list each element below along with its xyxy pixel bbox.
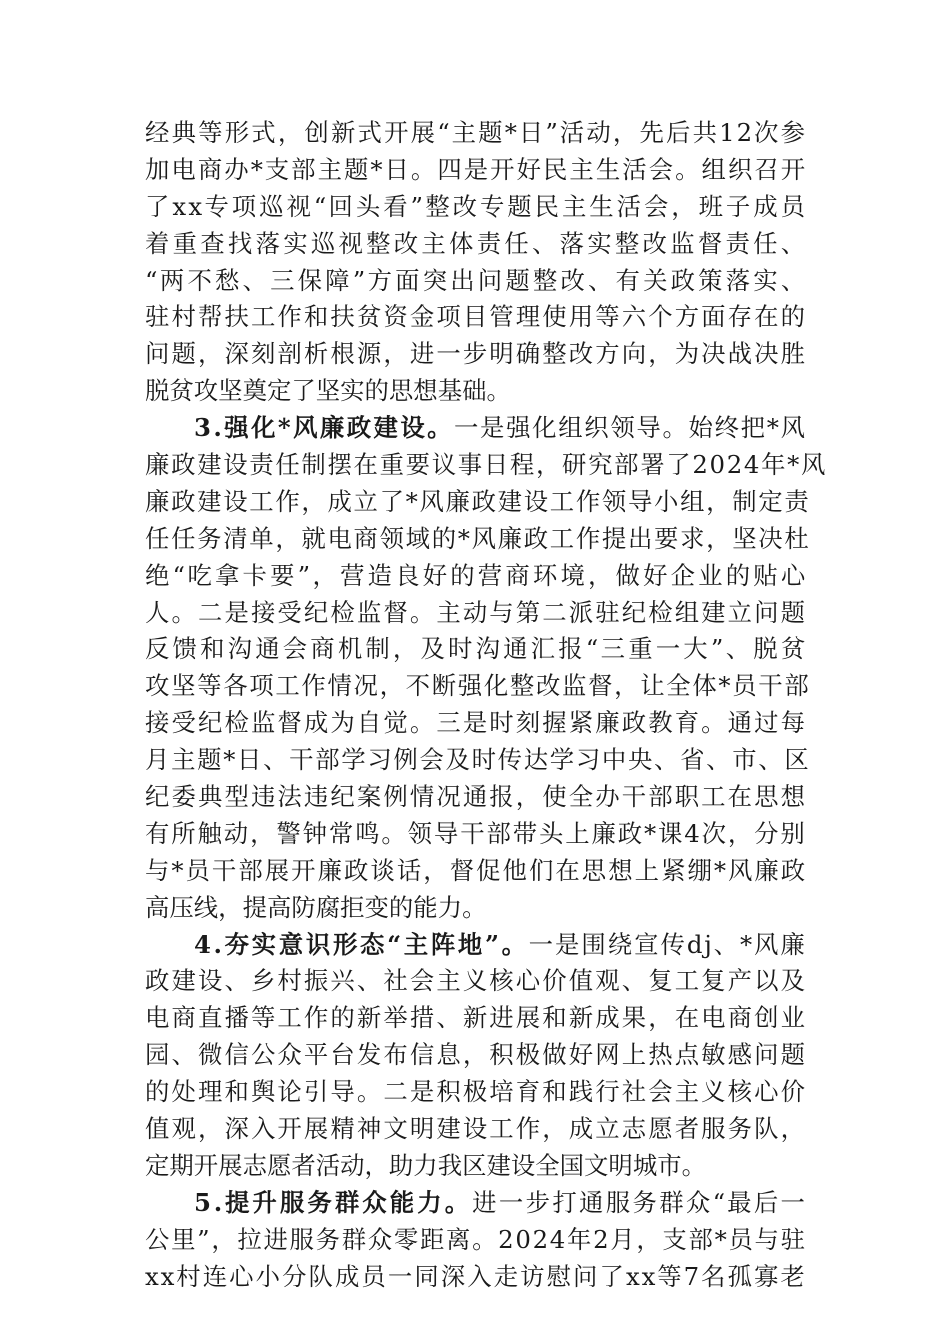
line-text: 任 任 务 清 单 ， 就 电 商 领 域 的 * 风 廉 政 工 作 提 出 要 求 ， 坚 决 杜 bbox=[145, 523, 809, 553]
line-text: 问 题 ， 深 刻 剖 析 根 源 ， 进 一 步 明 确 整 改 方 向 ， 为 决 战 决 胜 bbox=[145, 339, 806, 369]
line-text: 着 重 查 找 落 实 巡 视 整 改 主 体 责 任 、 落 实 整 改 监 督 责 任 、 bbox=[145, 228, 806, 258]
text-line bbox=[145, 890, 805, 927]
text-line bbox=[145, 336, 805, 373]
text-line bbox=[145, 963, 805, 1000]
line-text: 有 所 触 动 ， 警 钟 常 鸣 。 领 导 干 部 带 头 上 廉 政 * 课 4 次 ， 分 别 bbox=[145, 818, 805, 848]
line-text: 纪 委 典 型 违 法 违 纪 案 例 情 况 通 报 ， 使 全 办 干 部 职 工 在 思 想 bbox=[145, 782, 806, 812]
paragraph-heading-line bbox=[145, 410, 805, 447]
line-text: 月 主 题 * 日 、 干 部 学 习 例 会 及 时 传 达 学 习 中 央 、 省 、 市 、 区 bbox=[145, 745, 809, 775]
text-line bbox=[145, 1037, 805, 1074]
line-text: 定期开展志愿者活动，助力我区建设全国文明城市。 bbox=[145, 1150, 706, 1180]
text-line bbox=[145, 189, 805, 226]
text-line bbox=[145, 668, 809, 705]
text-line bbox=[145, 521, 809, 558]
text-line bbox=[145, 742, 809, 779]
text-line bbox=[145, 1259, 805, 1296]
line-text: 驻 村 帮 扶 工 作 和 扶 贫 资 金 项 目 管 理 使 用 等 六 个 方 面 存 在 的 bbox=[145, 302, 806, 332]
line-text: 与 * 员 干 部 展 开 廉 政 谈 话 ， 督 促 他 们 在 思 想 上 紧 绷 * 风 廉 政 bbox=[145, 855, 806, 885]
text-line bbox=[145, 631, 805, 668]
text-line bbox=[145, 595, 805, 632]
text-line bbox=[145, 558, 805, 595]
line-text: 了 x x 专 项 巡 视 “ 回 头 看 ” 整 改 专 题 民 主 生 活 会 ， 班 子 成 员 bbox=[145, 191, 805, 221]
text-line bbox=[145, 484, 809, 521]
paragraph-heading-line bbox=[145, 927, 805, 964]
text-line bbox=[145, 115, 805, 152]
line-text: 廉 政 建 设 工 作 ， 成 立 了 * 风 廉 政 建 设 工 作 领 导 小 组 ， 制 定 责 bbox=[145, 486, 809, 516]
text-line bbox=[145, 447, 826, 484]
text-line bbox=[145, 1000, 805, 1037]
line-text: 公 里 ” ， 拉 进 服 务 群 众 零 距 离 。 2 0 2 4 年 2 月 ， 支 部 * 员 与 驻 bbox=[145, 1224, 806, 1254]
line-text: 人 。 二 是 接 受 纪 检 监 督 。 主 动 与 第 二 派 驻 纪 检 组 建 立 问 题 bbox=[145, 597, 806, 627]
text-line bbox=[145, 1111, 805, 1148]
text-line bbox=[145, 705, 805, 742]
document-body bbox=[145, 115, 826, 1296]
line-text: 政 建 设 、 乡 村 振 兴 、 社 会 主 义 核 心 价 值 观 、 复 工 复 产 以 及 bbox=[145, 966, 806, 996]
line-text: 的 处 理 和 舆 论 引 导 。 二 是 积 极 培 育 和 践 行 社 会 主 义 核 心 价 bbox=[145, 1077, 806, 1107]
line-text: “ 两 不 愁 、 三 保 障 ” 方 面 突 出 问 题 整 改 、 有 关 政 策 落 实 、 bbox=[145, 265, 806, 295]
text-line bbox=[145, 152, 805, 189]
line-text: 绝 “ 吃 拿 卡 要 ” ， 营 造 良 好 的 营 商 环 境 ， 做 好 企 业 的 贴 心 bbox=[145, 560, 806, 590]
line-text: 园 、 微 信 公 众 平 台 发 布 信 息 ， 积 极 做 好 网 上 热 点 敏 感 问 题 bbox=[145, 1040, 806, 1070]
line-text: 一 是 围 绕 宣 传 d j 、 * 风 廉 bbox=[528, 929, 805, 959]
text-line bbox=[145, 373, 805, 410]
line-text: 脱贫攻坚奠定了坚实的思想基础。 bbox=[145, 376, 511, 406]
line-text: 高压线，提高防腐拒变的能力。 bbox=[145, 892, 487, 922]
line-text: 攻 坚 等 各 项 工 作 情 况 ， 不 断 强 化 整 改 监 督 ， 让 全 体 * 员 干 部 bbox=[145, 671, 809, 701]
section-heading: 4 . 夯 实 意 识 形 态 “ 主 阵 地 ” 。 bbox=[194, 929, 527, 959]
line-text: 值 观 ， 深 入 开 展 精 神 文 明 建 设 工 作 ， 成 立 志 愿 者 服 务 队 ， bbox=[145, 1114, 806, 1144]
text-line bbox=[145, 779, 805, 816]
text-line bbox=[145, 1148, 805, 1185]
line-text: 接 受 纪 检 监 督 成 为 自 觉 。 三 是 时 刻 握 紧 廉 政 教 育 。 通 过 每 bbox=[145, 708, 806, 738]
paragraph-heading-line bbox=[145, 1185, 805, 1222]
text-line bbox=[145, 1222, 805, 1259]
line-text: 电 商 直 播 等 工 作 的 新 举 措 、 新 进 展 和 新 成 果 ， 在 电 商 创 业 bbox=[145, 1003, 806, 1033]
line-text: 反 馈 和 沟 通 会 商 机 制 ， 及 时 沟 通 汇 报 “ 三 重 一 大 ” 、 脱 贫 bbox=[145, 634, 806, 664]
text-line bbox=[145, 853, 805, 890]
text-line bbox=[145, 299, 805, 336]
text-line bbox=[145, 226, 805, 263]
line-text: 进 一 步 打 通 服 务 群 众 “ 最 后 一 bbox=[472, 1187, 805, 1217]
line-text: 加 电 商 办 * 支 部 主 题 * 日 。 四 是 开 好 民 主 生 活 会 。 组 织 召 开 bbox=[145, 154, 806, 184]
line-text: 一 是 强 化 组 织 领 导 。 始 终 把 * 风 bbox=[453, 413, 805, 443]
section-heading: 5 . 提 升 服 务 群 众 能 力 。 bbox=[194, 1187, 470, 1217]
text-line bbox=[145, 816, 805, 853]
text-line bbox=[145, 263, 805, 300]
line-text: 廉 政 建 设 责 任 制 摆 在 重 要 议 事 日 程 ， 研 究 部 署 了 2 0 2 4 年 * 风 bbox=[145, 450, 826, 480]
text-line bbox=[145, 1074, 805, 1111]
line-text: 经 典 等 形 式 ， 创 新 式 开 展 “ 主 题 * 日 ” 活 动 ， 先 后 共 1 2 次 参 bbox=[145, 118, 805, 147]
line-text: x x 村 连 心 小 分 队 成 员 一 同 深 入 走 访 慰 问 了 x x 等 7 名 孤 寡 老 bbox=[145, 1261, 805, 1291]
section-heading: 3 . 强 化 * 风 廉 政 建 设 。 bbox=[194, 413, 452, 443]
